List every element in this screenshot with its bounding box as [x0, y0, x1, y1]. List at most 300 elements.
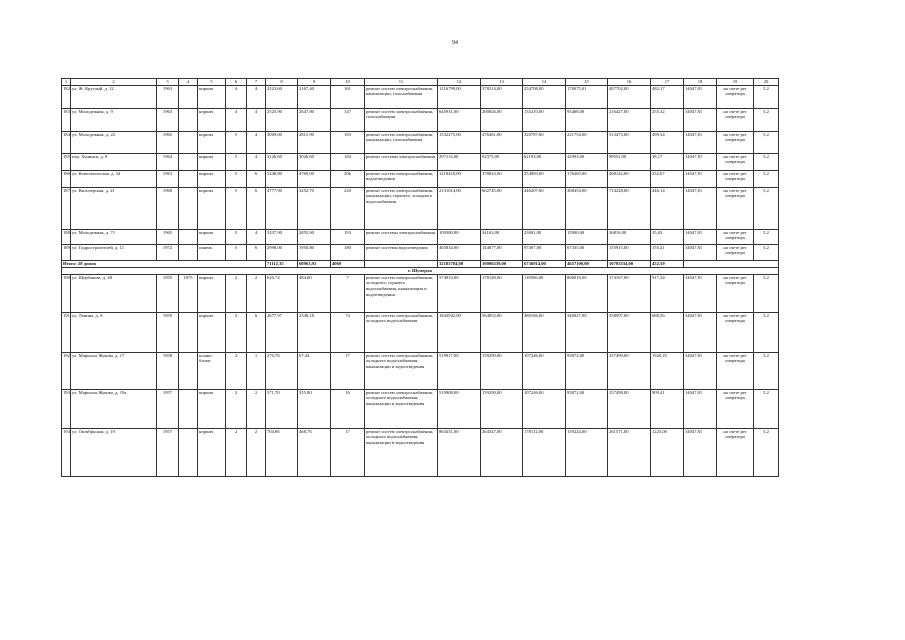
- cell-n: 190: [62, 274, 71, 312]
- cell-material: кирпич: [198, 187, 226, 229]
- cell-cost-c: 95872,00: [566, 352, 608, 389]
- cell-year: 1959: [157, 312, 179, 352]
- cell-address: ул. Маршала Жукова, д. 19а: [71, 389, 157, 428]
- cell-cost-c: 340027,00: [566, 312, 608, 352]
- cell-floors: 2: [226, 389, 247, 428]
- cell-area-living: 484,60: [298, 274, 331, 312]
- cell-floors: 5: [226, 170, 247, 187]
- cell-n: 182: [62, 85, 71, 108]
- cell-residents: 16: [331, 389, 365, 428]
- cell-cost-c: 93468,00: [566, 108, 608, 131]
- total-area-total: 71112,35: [266, 260, 298, 267]
- table-row: [62, 352, 779, 389]
- cell-address: ул. Молодежная, д. 9: [71, 108, 157, 131]
- cell-residents: 184: [331, 153, 365, 170]
- column-number: 18: [684, 79, 717, 86]
- cell-cost-m2: 446,14: [651, 187, 684, 229]
- cell-term: 5,2: [754, 187, 779, 229]
- cell-account: на счете рег оператора: [717, 312, 754, 352]
- cell-cost-b: 320787,00: [523, 131, 566, 153]
- cell-cost-d: 157499,00: [608, 352, 651, 389]
- cell-works: ремонт систем электроснабжения, холодного водоснабжения, канализации и водоотведения: [365, 352, 438, 389]
- column-number: 7: [247, 79, 266, 86]
- cell-cost-c: 176265,00: [566, 170, 608, 187]
- cell-floors: 5: [226, 229, 247, 244]
- cell-entrances: 4: [247, 85, 266, 108]
- cell-material: кирпич: [198, 274, 226, 312]
- cell-year-rec: [179, 389, 198, 428]
- cell-n: 185: [62, 153, 71, 170]
- city-section-row: [62, 267, 779, 274]
- cell-residents: 147: [331, 108, 365, 131]
- page-number: 94: [452, 40, 458, 46]
- cell-floors: 4: [226, 85, 247, 108]
- column-number: 1: [62, 79, 71, 86]
- cell-cost-d: 408142,00: [608, 170, 651, 187]
- cell-address: ул. Маршала Жукова, д. 17: [71, 352, 157, 389]
- cell-cost-d: 261571,00: [608, 428, 651, 476]
- cell-area-total: 620,74: [266, 274, 298, 312]
- cell-works: ремонт систем электроснабжения, газоснабжения: [365, 108, 438, 131]
- cell-cost-b: 135210,00: [523, 108, 566, 131]
- cell-year-rec: [179, 187, 198, 229]
- cell-cost-c: 159224,00: [566, 428, 608, 476]
- cell-cost-m2: 909,41: [651, 389, 684, 428]
- cell-material: шлако-блоки: [198, 352, 226, 389]
- cell-cost-c: 42993,00: [566, 153, 608, 170]
- cell-n: 193: [62, 389, 71, 428]
- cell-residents: 180: [331, 244, 365, 260]
- cell-entrances: 2: [247, 274, 266, 312]
- column-number: 19: [717, 79, 754, 86]
- column-number: 10: [331, 79, 365, 86]
- cell-cost-a: 144677,00: [481, 244, 523, 260]
- cell-material: кирпич: [198, 229, 226, 244]
- cell-year-rec: [179, 170, 198, 187]
- cell-area-living: 2855,90: [298, 229, 331, 244]
- table-row: [62, 170, 779, 187]
- cell-year-rec: [179, 153, 198, 170]
- cell-material: кирпич: [198, 108, 226, 131]
- cell-cost-b: 178112,00: [523, 428, 566, 476]
- column-number: 8: [266, 79, 298, 86]
- cell-area-living: 3252,70: [298, 187, 331, 229]
- cell-cost-d: 558597,00: [608, 312, 651, 352]
- cell-address: ул. Ленина, д. 8: [71, 312, 157, 352]
- cell-area-living: 355,80: [298, 389, 331, 428]
- cell-year: 1968: [157, 187, 179, 229]
- column-number: 17: [651, 79, 684, 86]
- cell-material: кирпич: [198, 170, 226, 187]
- cell-entrances: 2: [247, 389, 266, 428]
- cell-term: 5,2: [754, 352, 779, 389]
- cell-address: ул. Октябрьская, д. 19: [71, 428, 157, 476]
- cell-year-rec: [179, 428, 198, 476]
- cell-term: 5,2: [754, 312, 779, 352]
- cell-cost-d: 99552,00: [608, 153, 651, 170]
- cell-entrances: 2: [247, 428, 266, 476]
- cell-material: кирпич: [198, 312, 226, 352]
- cell-limit-m2: 14047,81: [684, 312, 717, 352]
- cell-cost-c: 95872,00: [566, 389, 608, 428]
- cell-n: 186: [62, 170, 71, 187]
- cell-cost-c: 308454,00: [566, 187, 608, 229]
- cell-cost-total: 1843942,00: [438, 312, 481, 352]
- cell-residents: 17: [331, 352, 365, 389]
- cell-limit-m2: 14047,81: [684, 187, 717, 229]
- cell-limit-m2: 14047,81: [684, 131, 717, 153]
- cell-residents: 17: [331, 428, 365, 476]
- cell-area-total: 2523,60: [266, 85, 298, 108]
- cell-n: 188: [62, 229, 71, 244]
- cell-area-total: 704,86: [266, 428, 298, 476]
- cell-entrances: 6: [247, 187, 266, 229]
- cell-year-rec: [179, 108, 198, 131]
- cell-term: 5,2: [754, 274, 779, 312]
- cell-account: на счете рег оператора: [717, 389, 754, 428]
- cell-term: 5,2: [754, 131, 779, 153]
- cell-cost-m2: 155,21: [651, 244, 684, 260]
- cell-n: 189: [62, 244, 71, 260]
- cell-material: кирпич: [198, 428, 226, 476]
- column-number: 9: [298, 79, 331, 86]
- cell-residents: 7: [331, 274, 365, 312]
- cell-cost-total: 1532475,00: [438, 131, 481, 153]
- column-number: 15: [566, 79, 608, 86]
- cell-cost-a: 264347,00: [481, 428, 523, 476]
- cell-term: 5,2: [754, 229, 779, 244]
- cell-limit-m2: 14047,81: [684, 153, 717, 170]
- cell-residents: 220: [331, 187, 365, 229]
- cell-account: на счете рег оператора: [717, 187, 754, 229]
- cell-cost-b: 254708,00: [523, 85, 566, 108]
- cell-entrances: 6: [247, 170, 266, 187]
- cell-term: 5,2: [754, 428, 779, 476]
- cell-area-total: 5248,80: [266, 170, 298, 187]
- table-row: [62, 85, 779, 108]
- total-cost-m2: 452,59: [651, 260, 684, 267]
- cell-entrances: 6: [247, 312, 266, 352]
- cell-works: ремонт системы водоотведения: [365, 244, 438, 260]
- cell-cost-m2: 499,34: [651, 131, 684, 153]
- cell-limit-m2: 14047,81: [684, 85, 717, 108]
- cell-cost-b: 380166,00: [523, 312, 566, 352]
- cell-address: ул. Щербакова, д. 48: [71, 274, 157, 312]
- cell-works: ремонт системы электроснабжения: [365, 229, 438, 244]
- total-row: [62, 260, 779, 267]
- cell-cost-total: 863451,00: [438, 428, 481, 476]
- cell-n: 192: [62, 352, 71, 389]
- cell-year: 1957: [157, 428, 179, 476]
- repair-register-table: [61, 78, 779, 477]
- cell-cost-a: 200826,00: [481, 108, 523, 131]
- cell-year: 1958: [157, 352, 179, 389]
- cell-works: ремонт систем электроснабжения, канализации, газоснабжения: [365, 131, 438, 153]
- total-cost-c: 4657100,00: [566, 260, 608, 267]
- cell-n: 194: [62, 428, 71, 476]
- cell-cost-total: 109380,00: [438, 229, 481, 244]
- cell-cost-m2: 917,34: [651, 274, 684, 312]
- cell-account: на счете рег оператора: [717, 170, 754, 187]
- cell-area-living: 1950,80: [298, 244, 331, 260]
- cell-term: 5,2: [754, 108, 779, 131]
- cell-area-living: 2647,80: [298, 108, 331, 131]
- cell-year: 1957: [157, 389, 179, 428]
- cell-address: ул. Комсомольская, д. 34: [71, 170, 157, 187]
- cell-area-total: 2998,00: [266, 244, 298, 260]
- cell-cost-m2: 1920,25: [651, 352, 684, 389]
- cell-cost-b: 23001,00: [523, 229, 566, 244]
- cell-entrances: 4: [247, 108, 266, 131]
- table-row: [62, 187, 779, 229]
- cell-works: ремонт систем электроснабжения, холодного водоснабжения, канализации и водоотведения: [365, 428, 438, 476]
- cell-year: 1963: [157, 108, 179, 131]
- cell-works: ремонт систем электроснабжения, холодного, горячего водоснабжения, канализации и водоотведения: [365, 274, 438, 312]
- cell-cost-a: 34163,00: [481, 229, 523, 244]
- cell-area-living: 3026,60: [298, 153, 331, 170]
- cell-term: 5,2: [754, 85, 779, 108]
- cell-cost-d: 36816,00: [608, 229, 651, 244]
- cell-cost-c: 176075,01: [566, 85, 608, 108]
- cell-works: ремонт систем электроснабжения, холодного водоснабжения: [365, 312, 438, 352]
- column-number: 11: [365, 79, 438, 86]
- cell-material: кирпич: [198, 85, 226, 108]
- cell-material: панель: [198, 244, 226, 260]
- cell-residents: 206: [331, 170, 365, 187]
- cell-cost-total: 574933,00: [438, 274, 481, 312]
- cell-cost-b: 107246,00: [523, 352, 566, 389]
- table-row: [62, 229, 779, 244]
- cell-area-total: 3126,60: [266, 153, 298, 170]
- total-cost-b: 6736914,00: [523, 260, 566, 267]
- cell-cost-c: 221754,00: [566, 131, 608, 153]
- cell-area-total: 270,76: [266, 352, 298, 389]
- cell-works: ремонт систем электроснабжения, холодного водоснабжения, канализации и водоотведения: [365, 389, 438, 428]
- cell-cost-a: 92375,00: [481, 153, 523, 170]
- cell-account: на счете рег оператора: [717, 131, 754, 153]
- cell-area-living: 2815,90: [298, 131, 331, 153]
- cell-address: ул. Гидростроителей, д. 11: [71, 244, 157, 260]
- cell-cost-c: 806019,00: [566, 274, 608, 312]
- cell-floors: 5: [226, 153, 247, 170]
- cell-address: ул. Вилозерская, д. 21: [71, 187, 157, 229]
- cell-area-total: 4777,90: [266, 187, 298, 229]
- table-row: [62, 389, 779, 428]
- cell-cost-b: 118506,00: [523, 274, 566, 312]
- cell-works: ремонт систем электроснабжения, канализации, горячего, холодного водоснабжения: [365, 187, 438, 229]
- cell-limit-m2: 14047,81: [684, 108, 717, 131]
- column-number: 5: [198, 79, 226, 86]
- cell-cost-d: 714228,00: [608, 187, 651, 229]
- cell-entrances: 1: [247, 352, 266, 389]
- cell-floors: 3: [226, 312, 247, 352]
- cell-cost-b: 107246,00: [523, 389, 566, 428]
- cell-material: кирпич: [198, 153, 226, 170]
- table-row: [62, 108, 779, 131]
- cell-cost-b: 62193,00: [523, 153, 566, 170]
- cell-residents: 193: [331, 229, 365, 244]
- cell-floors: 2: [226, 352, 247, 389]
- column-number-row: [62, 79, 779, 86]
- cell-cost-a: 476461,00: [481, 131, 523, 153]
- cell-cost-total: 645931,00: [438, 108, 481, 131]
- cell-cost-b: 97407,00: [523, 244, 566, 260]
- cell-works: ремонт систем электроснабжения, водоотведения: [365, 170, 438, 187]
- table-row: [62, 428, 779, 476]
- cell-account: на счете рег оператора: [717, 153, 754, 170]
- cell-cost-a: 159290,00: [481, 389, 523, 428]
- cell-account: на счете рег оператора: [717, 352, 754, 389]
- total-label: Итого: 28 домов: [62, 260, 266, 267]
- cell-term: 5,2: [754, 170, 779, 187]
- cell-floors: 2: [226, 428, 247, 476]
- cell-cost-total: 2131614,00: [438, 187, 481, 229]
- cell-address: ул. Ж. Круглый, д. 12: [71, 85, 157, 108]
- cell-limit-m2: 14047,81: [684, 229, 717, 244]
- table-row: [62, 153, 779, 170]
- cell-cost-a: 159290,00: [481, 352, 523, 389]
- cell-year-rec: 1975: [179, 274, 198, 312]
- cell-cost-d: 407702,00: [608, 85, 651, 108]
- cell-cost-d: 157499,00: [608, 389, 651, 428]
- cell-area-living: 2167,40: [298, 85, 331, 108]
- cell-cost-c: 67335,00: [566, 244, 608, 260]
- cell-cost-a: 378823,00: [481, 170, 523, 187]
- cell-entrances: 4: [247, 153, 266, 170]
- cell-account: на счете рег оператора: [717, 428, 754, 476]
- cell-cost-m2: 35,02: [651, 229, 684, 244]
- total-residents: 4069: [331, 260, 365, 267]
- cell-area-total: 3069,00: [266, 131, 298, 153]
- cell-term: 5,2: [754, 153, 779, 170]
- cell-floors: 5: [226, 131, 247, 153]
- cell-area-living: 4769,90: [298, 170, 331, 187]
- column-number: 20: [754, 79, 779, 86]
- cell-year-rec: [179, 131, 198, 153]
- column-number: 6: [226, 79, 247, 86]
- cell-year: 1963: [157, 85, 179, 108]
- cell-floors: 5: [226, 187, 247, 229]
- cell-cost-m2: 38,17: [651, 153, 684, 170]
- cell-area-total: 3337,90: [266, 229, 298, 244]
- cell-cost-total: 297114,00: [438, 153, 481, 170]
- cell-year-rec: [179, 244, 198, 260]
- column-number: 2: [71, 79, 157, 86]
- cell-limit-m2: 14047,81: [684, 389, 717, 428]
- cell-address: ул. Молодежная, д. 71: [71, 229, 157, 244]
- cell-cost-total: 1216799,00: [438, 85, 481, 108]
- cell-floors: 2: [226, 274, 247, 312]
- cell-material: кирпич: [198, 131, 226, 153]
- cell-entrances: 6: [247, 244, 266, 260]
- column-number: 13: [481, 79, 523, 86]
- cell-area-total: 571,70: [266, 389, 298, 428]
- cell-year-rec: [179, 312, 198, 352]
- cell-year: 1955: [157, 274, 179, 312]
- cell-term: 5,2: [754, 389, 779, 428]
- cell-limit-m2: 14047,81: [684, 428, 717, 476]
- cell-cost-d: 513473,00: [608, 131, 651, 153]
- cell-cost-total: 519917,00: [438, 352, 481, 389]
- table-row: [62, 131, 779, 153]
- cell-residents: 193: [331, 131, 365, 153]
- column-number: 3: [157, 79, 179, 86]
- cell-address: ул. Молодежная, д. 22: [71, 131, 157, 153]
- table-row: [62, 312, 779, 352]
- cell-cost-a: 178149,00: [481, 274, 523, 312]
- cell-cost-total: 465834,00: [438, 244, 481, 260]
- cell-year: 1965: [157, 131, 179, 153]
- cell-limit-m2: 14047,81: [684, 274, 717, 312]
- total-works-empty: [365, 260, 438, 267]
- cell-cost-m2: 255,32: [651, 108, 684, 131]
- cell-year: 1963: [157, 170, 179, 187]
- cell-cost-m2: 1225,00: [651, 428, 684, 476]
- cell-works: ремонт систем электроснабжения, канализации, газоснабжения: [365, 85, 438, 108]
- cell-cost-d: 216427,00: [608, 108, 651, 131]
- cell-cost-m2: 482,17: [651, 85, 684, 108]
- cell-works: ремонт системы электроснабжения: [365, 153, 438, 170]
- cell-cost-a: 564852,00: [481, 312, 523, 352]
- cell-area-living: 67,44: [298, 352, 331, 389]
- cell-cost-b: 446207,00: [523, 187, 566, 229]
- cell-account: на счете рег оператора: [717, 229, 754, 244]
- cell-cost-c: 15900,00: [566, 229, 608, 244]
- total-cost-total: 32185784,00: [438, 260, 481, 267]
- cell-cost-m2: 688,56: [651, 312, 684, 352]
- cell-n: 183: [62, 108, 71, 131]
- cell-floors: 4: [226, 108, 247, 131]
- cell-limit-m2: 14047,81: [684, 352, 717, 389]
- cell-year: 1972: [157, 244, 179, 260]
- cell-cost-b: 254983,00: [523, 170, 566, 187]
- cell-area-total: 2525,90: [266, 108, 298, 131]
- cell-account: на счете рег оператора: [717, 85, 754, 108]
- cell-year-rec: [179, 352, 198, 389]
- cell-material: кирпич: [198, 389, 226, 428]
- column-number: 16: [608, 79, 651, 86]
- cell-account: на счете рег оператора: [717, 108, 754, 131]
- cell-n: 191: [62, 312, 71, 352]
- cell-n: 184: [62, 131, 71, 153]
- table-row: [62, 274, 779, 312]
- cell-address: пер. Хонинск, д. 8: [71, 153, 157, 170]
- total-tail-empty: [684, 260, 779, 267]
- cell-cost-m2: 232,07: [651, 170, 684, 187]
- total-cost-d: 10783534,00: [608, 260, 651, 267]
- cell-cost-a: 662745,00: [481, 187, 523, 229]
- cell-cost-total: 1218418,00: [438, 170, 481, 187]
- cell-term: 5,2: [754, 244, 779, 260]
- cell-n: 187: [62, 187, 71, 229]
- cell-account: на счете рег оператора: [717, 274, 754, 312]
- cell-entrances: 4: [247, 229, 266, 244]
- cell-cost-d: 155915,00: [608, 244, 651, 260]
- cell-limit-m2: 14047,81: [684, 244, 717, 260]
- cell-area-living: 2348,18: [298, 312, 331, 352]
- city-label: г. Шумерля: [62, 267, 779, 274]
- column-number: 12: [438, 79, 481, 86]
- cell-cost-a: 378214,00: [481, 85, 523, 108]
- cell-area-total: 2677,97: [266, 312, 298, 352]
- cell-year: 1965: [157, 229, 179, 244]
- cell-year-rec: [179, 85, 198, 108]
- column-number: 4: [179, 79, 198, 86]
- cell-residents: 161: [331, 85, 365, 108]
- cell-area-living: 468,76: [298, 428, 331, 476]
- total-area-living: 60963,93: [298, 260, 331, 267]
- total-cost-a: 10006339,00: [481, 260, 523, 267]
